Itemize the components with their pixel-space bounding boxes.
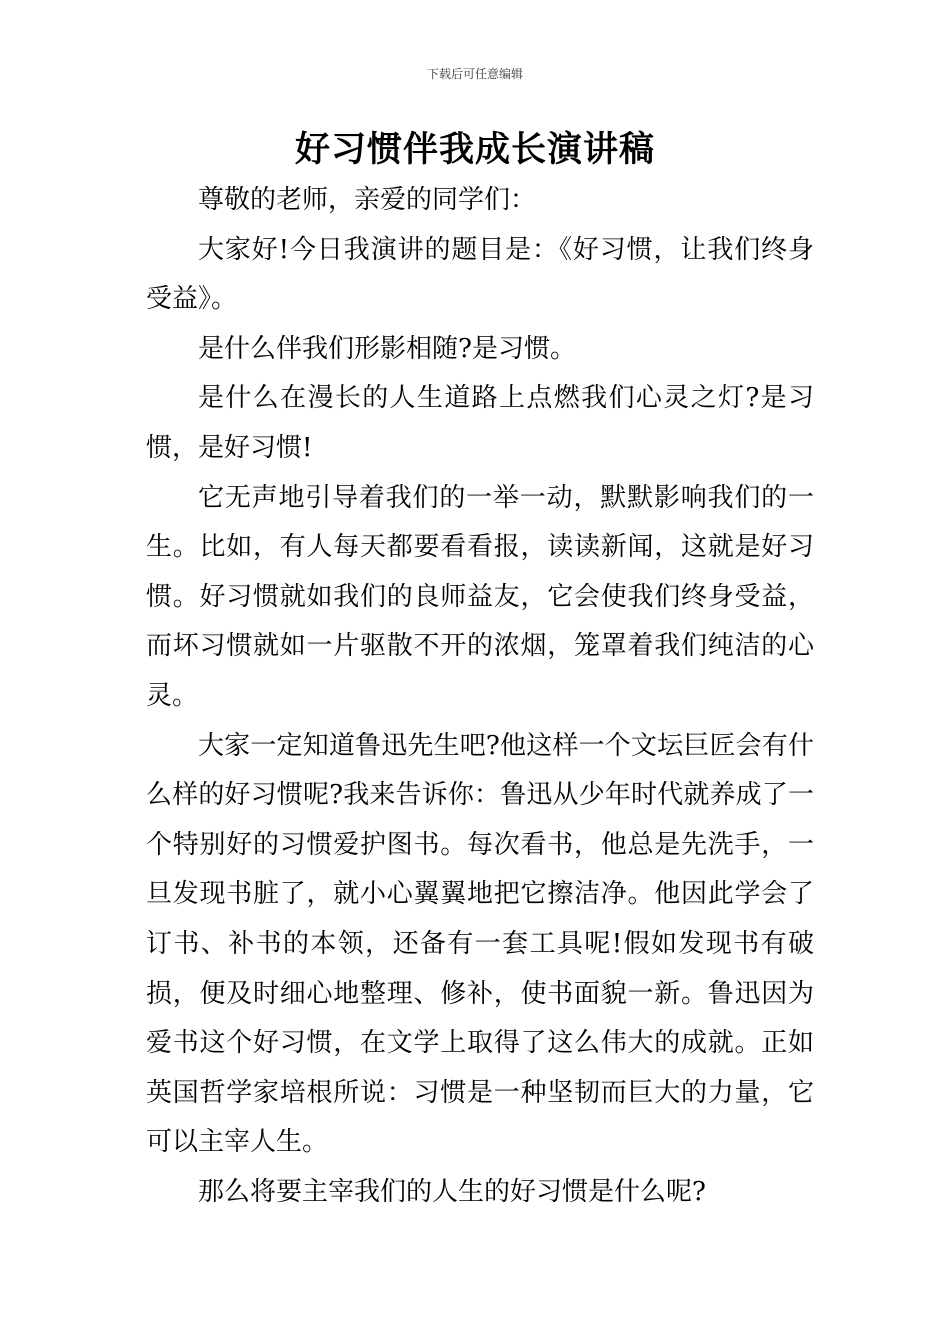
paragraph-question-1: 是什么伴我们形影相随?是习惯。 <box>198 333 576 364</box>
document-body <box>146 176 814 1217</box>
paragraph-topic: 大家好!今日我演讲的题目是：《好习惯，让我们终身受益》。 <box>146 234 814 315</box>
paragraph-lu-xun: 大家一定知道鲁迅先生吧?他这样一个文坛巨匠会有什么样的好习惯呢?我来告诉你：鲁迅从少年时代就养成了一个特别好的习惯爱护图书。每次看书，他总是先洗手，一旦发现书脏了，就小心翼翼地把它擦洁净。他因此学会了订书、补书的本领，还备有一套工具呢!假如发现书有破损，便及时细心地整理、修补，使书面貌一新。鲁迅因为爱书这个好习惯，在文学上取得了这么伟大的成就。正如英国哲学家培根所说：习惯是一种坚韧而巨大的力量，它可以主宰人生。 <box>146 730 814 1158</box>
paragraph-greeting: 尊敬的老师，亲爱的同学们： <box>198 185 537 215</box>
paragraph-closing-question: 那么将要主宰我们的人生的好习惯是什么呢? <box>198 1176 706 1207</box>
paragraph-question-2: 是什么在漫长的人生道路上点燃我们心灵之灯?是习惯，是好习惯! <box>146 383 814 463</box>
document-title: 好习惯伴我成长演讲稿 <box>294 129 655 170</box>
header-note: 下载后可任意编辑 <box>426 67 523 81</box>
paragraph-influence: 它无声地引导着我们的一举一动，默默影响我们的一生。比如，有人每天都要看看报，读读新闻，这就是好习惯。好习惯就如我们的良师益友，它会使我们终身受益，而坏习惯就如一片驱散不开的浓烟，笼罩着我们纯洁的心灵。 <box>146 482 814 711</box>
